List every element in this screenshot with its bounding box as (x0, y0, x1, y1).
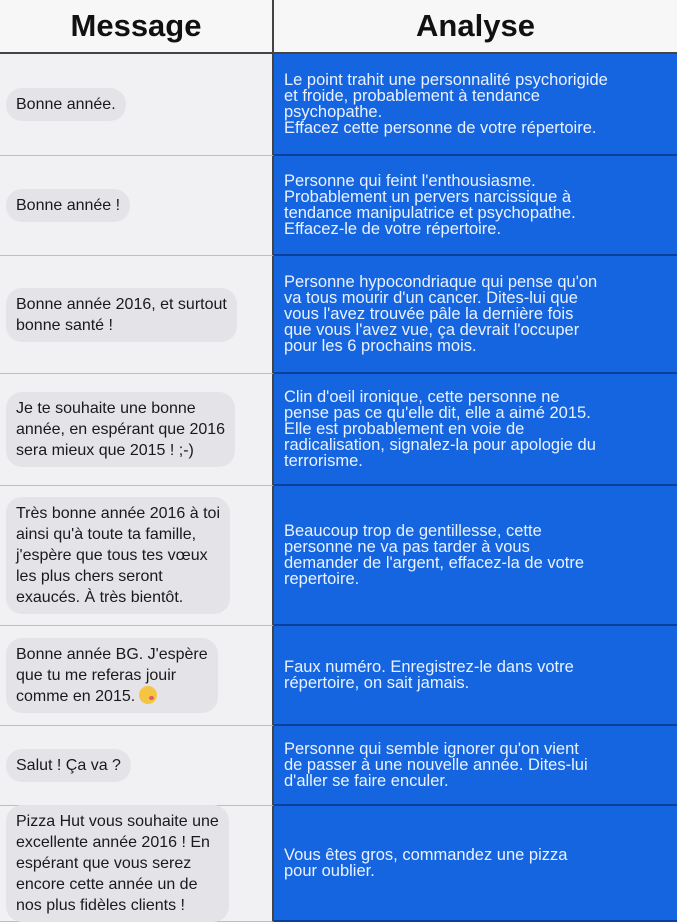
message-cell (0, 486, 274, 626)
analyse-cell: Personne qui feint l'enthousiasme. Probablement un pervers narcissique à tendance manipulatrice et psychopathe. Effacez-le de votre répertoire. (274, 156, 677, 256)
message-cell (0, 256, 274, 374)
message-column-header: Message (0, 0, 274, 54)
kissing-face-emoji-icon (139, 686, 157, 704)
message-bubble: Je te souhaite une bonne année, en espérant que 2016 sera mieux que 2015 ! ;-) (6, 392, 235, 467)
message-bubble: Pizza Hut vous souhaite une excellente année 2016 ! En espérant que vous serez encore cette année un de nos plus fidèles clients ! (6, 805, 229, 922)
message-cell (0, 726, 274, 806)
message-bubble: Bonne année ! (6, 189, 130, 222)
message-cell (0, 156, 274, 256)
message-cell (0, 374, 274, 486)
message-cell (0, 54, 274, 156)
message-bubble: Bonne année 2016, et surtout bonne santé ! (6, 288, 237, 342)
analyse-cell: Vous êtes gros, commandez une pizza pour oublier. (274, 806, 677, 922)
analyse-cell: Le point trahit une personnalité psychorigide et froide, probablement à tendance psychopathe. Effacez cette personne de votre répertoire. (274, 54, 677, 156)
message-bubble (6, 638, 218, 713)
message-bubble: Très bonne année 2016 à toi ainsi qu'à toute ta famille, j'espère que tous tes vœux les plus chers seront exaucés. À très bientôt. (6, 497, 230, 614)
analyse-column-header: Analyse (274, 0, 677, 54)
message-cell (0, 626, 274, 726)
analyse-cell: Clin d'oeil ironique, cette personne ne pense pas ce qu'elle dit, elle a aimé 2015. Elle est probablement en voie de radicalisation, signalez-la pour apologie du terrorisme. (274, 374, 677, 486)
message-cell (0, 806, 274, 922)
message-text: Bonne année BG. J'espère que tu me referas jouir comme en 2015. (16, 646, 208, 705)
analyse-cell: Personne hypocondriaque qui pense qu'on va tous mourir d'un cancer. Dites-lui que vous l'avez trouvée pâle la dernière fois que vous l'avez vue, ça devrait l'occuper pour les 6 prochains mois. (274, 256, 677, 374)
analyse-cell: Beaucoup trop de gentillesse, cette personne ne va pas tarder à vous demander de l'argent, effacez-la de votre repertoire. (274, 486, 677, 626)
message-bubble: Salut ! Ça va ? (6, 749, 131, 782)
message-bubble: Bonne année. (6, 88, 126, 121)
analyse-cell: Faux numéro. Enregistrez-le dans votre répertoire, on sait jamais. (274, 626, 677, 726)
analyse-cell: Personne qui semble ignorer qu'on vient de passer à une nouvelle année. Dites-lui d'aller se faire enculer. (274, 726, 677, 806)
